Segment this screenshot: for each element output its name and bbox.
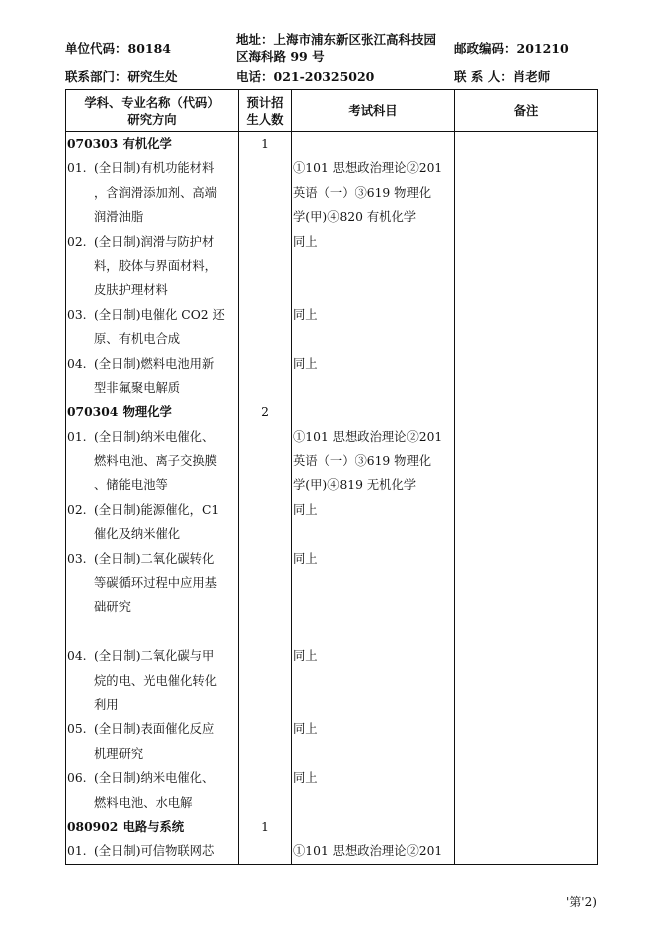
blank	[293, 571, 454, 595]
blank	[239, 425, 291, 449]
direction-text: 燃料电池、离子交换膜	[94, 454, 217, 469]
direction-text: 原、有机电合成	[94, 332, 181, 347]
blank	[239, 595, 291, 619]
direction-text: 等碳循环过程中应用基	[94, 576, 217, 591]
blank	[239, 352, 291, 376]
direction-text: 润滑油脂	[94, 210, 144, 225]
direction-text: (全日制)电催化 CO2 还 03.	[67, 303, 238, 327]
address-line: 区海科路 99 号	[236, 49, 325, 64]
program-title: 080902 电路与系统	[67, 818, 185, 834]
blank	[239, 620, 291, 644]
blank	[239, 839, 291, 863]
blank	[293, 620, 454, 644]
blank	[239, 644, 291, 668]
exam-subjects: 同上	[293, 551, 318, 566]
exam-subjects: 同上	[293, 649, 318, 664]
address-line: 地址：上海市浦东新区张江高科技园	[236, 32, 437, 47]
postcode: 邮政编码：201210	[454, 41, 569, 56]
blank	[239, 449, 291, 473]
blank	[293, 376, 454, 400]
blank	[293, 400, 454, 424]
address	[236, 31, 436, 65]
program-table	[65, 89, 598, 865]
header-exam: 考试科目	[292, 90, 455, 132]
direction-text: 型非氟聚电解质	[94, 380, 181, 395]
exam-subjects: ①101 思想政治理论②201	[293, 844, 443, 859]
direction-text: (全日制)纳米电催化、 01.	[67, 425, 238, 449]
exam-subjects: 同上	[293, 502, 318, 517]
blank	[239, 522, 291, 546]
contact-person: 联 系 人：肖老师	[454, 69, 551, 84]
blank	[293, 595, 454, 619]
direction-text: 皮肤护理材料	[94, 283, 168, 298]
blank	[293, 669, 454, 693]
direction-text: 础研究	[94, 600, 131, 615]
direction-number: 04.	[67, 649, 87, 664]
direction-number: 05.	[67, 722, 87, 737]
blank	[239, 547, 291, 571]
blank	[239, 742, 291, 766]
direction-text: 、储能电池等	[94, 478, 168, 493]
enrollment-count: 1	[261, 819, 269, 834]
direction-text: 机理研究	[94, 746, 144, 761]
phone: 电话：021-20325020	[236, 69, 375, 84]
blank	[239, 498, 291, 522]
direction-text: 利用	[94, 697, 119, 712]
blank	[239, 156, 291, 180]
notes-column	[455, 132, 598, 865]
exam-subjects: 英语（一）③619 物理化	[293, 185, 432, 200]
page-number: '第'2)	[566, 895, 597, 909]
blank	[239, 278, 291, 302]
blank	[239, 791, 291, 815]
direction-number: 03.	[67, 551, 87, 566]
exam-subjects: 同上	[293, 722, 318, 737]
blank	[239, 717, 291, 741]
direction-text	[67, 620, 238, 644]
direction-text: 烷的电、光电催化转化	[94, 673, 217, 688]
blank	[239, 205, 291, 229]
department: 联系部门：研究生处	[65, 69, 178, 84]
blank	[293, 254, 454, 278]
direction-number: 01.	[67, 161, 87, 176]
blank	[239, 693, 291, 717]
direction-text: (全日制)润滑与防护材 02.	[67, 230, 238, 254]
exam-subjects: 同上	[293, 234, 318, 249]
count-column	[239, 132, 292, 865]
header-count: 预计招 生人数	[239, 90, 292, 132]
enrollment-count: 1	[261, 137, 269, 151]
direction-number: 01.	[67, 429, 87, 444]
direction-number: 02.	[67, 502, 87, 517]
direction-text: 料，胶体与界面材料，	[94, 258, 217, 273]
unit-code: 单位代码：80184	[65, 41, 171, 56]
direction-number: 06.	[67, 771, 87, 786]
direction-text: (全日制)能源催化，C1 02.	[67, 498, 238, 522]
program-title: 070304 物理化学	[67, 404, 172, 420]
program-title: 070303 有机化学	[67, 136, 172, 151]
exam-subjects: ①101 思想政治理论②201	[293, 161, 443, 176]
blank	[239, 181, 291, 205]
blank	[239, 254, 291, 278]
direction-number: 02.	[67, 234, 87, 249]
exam-column	[292, 132, 455, 865]
direction-number: 04.	[67, 356, 87, 371]
header-notes: 备注	[455, 90, 598, 132]
blank	[293, 522, 454, 546]
direction-text: (全日制)燃料电池用新 04.	[67, 352, 238, 376]
blank	[239, 669, 291, 693]
enrollment-count: 2	[261, 405, 269, 420]
blank	[239, 303, 291, 327]
exam-subjects: 同上	[293, 771, 318, 786]
direction-text: (全日制)二氧化碳转化 03.	[67, 547, 238, 571]
blank	[239, 327, 291, 351]
blank	[293, 791, 454, 815]
blank	[293, 742, 454, 766]
exam-subjects: 英语（一）③619 物理化	[293, 454, 432, 469]
header-major: 学科、专业名称（代码） 研究方向	[66, 90, 239, 132]
blank	[239, 473, 291, 497]
direction-number: 03.	[67, 307, 87, 322]
major-column	[66, 132, 239, 865]
direction-text: (全日制)有机功能材料 01.	[67, 156, 238, 180]
direction-text: (全日制)二氧化碳与甲 04.	[67, 644, 238, 668]
blank	[293, 278, 454, 302]
direction-text: (全日制)纳米电催化、 06.	[67, 766, 238, 790]
blank	[293, 693, 454, 717]
blank	[293, 815, 454, 839]
direction-number: 01.	[67, 844, 87, 859]
blank	[239, 766, 291, 790]
direction-text: 催化及纳米催化	[94, 527, 181, 542]
exam-subjects: 同上	[293, 307, 318, 322]
blank	[293, 327, 454, 351]
exam-subjects: 学(甲)④819 无机化学	[293, 478, 417, 493]
blank	[239, 230, 291, 254]
direction-text: (全日制)表面催化反应 05.	[67, 717, 238, 741]
blank	[239, 571, 291, 595]
blank	[239, 376, 291, 400]
direction-text: ，含润滑添加剂、高端	[94, 185, 217, 200]
direction-text: 燃料电池、水电解	[94, 795, 193, 810]
exam-subjects: 同上	[293, 356, 318, 371]
exam-subjects: 学(甲)④820 有机化学	[293, 210, 417, 225]
exam-subjects: ①101 思想政治理论②201	[293, 429, 443, 444]
direction-text: (全日制)可信物联网芯 01.	[67, 839, 238, 863]
blank	[293, 132, 454, 156]
